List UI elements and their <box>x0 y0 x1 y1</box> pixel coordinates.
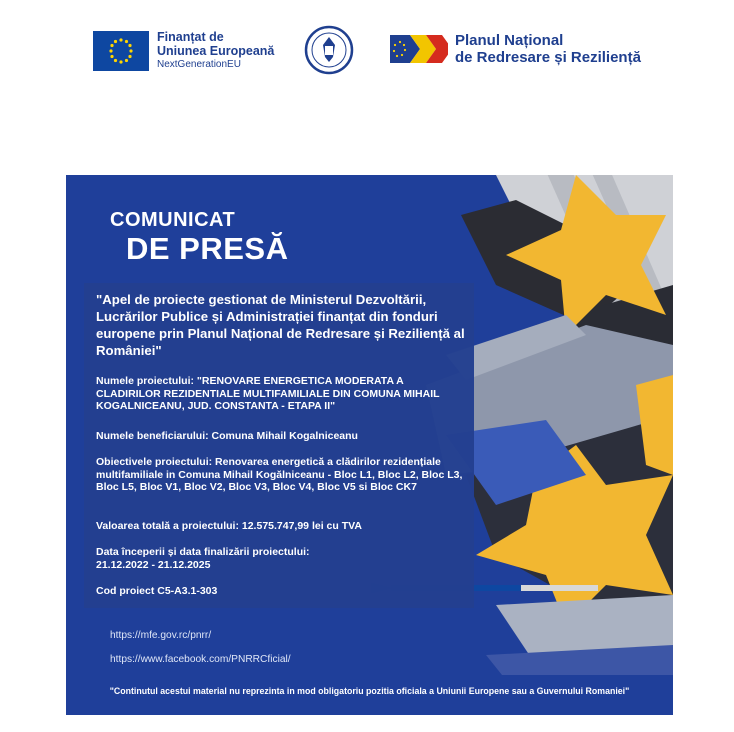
eu-line-3: NextGenerationEU <box>157 59 241 70</box>
title-line-2: DE PRESĂ <box>126 231 289 266</box>
pnrr-logo-icon <box>388 31 448 67</box>
pnrr-line-1: Planul Național <box>455 32 564 49</box>
project-code: Cod proiect C5-A3.1-303 <box>96 585 218 597</box>
header <box>0 0 734 110</box>
title-line-1: COMUNICAT <box>110 209 236 231</box>
press-release-panel <box>66 175 673 715</box>
pnrr-label <box>455 32 641 66</box>
eu-line-2: Uniunea Europeană <box>157 44 275 58</box>
project-name: Numele proiectului: "RENOVARE ENERGETICA MODERATA A CLADIRILOR REZIDENTIALE MULTIFAMILIALE DIN COMUNA MIHAIL KOGALNICEANU, JUD. CONSTANTA - ETAPA II" <box>96 375 440 412</box>
disclaimer: "Continutul acestui material nu reprezinta in mod obligatoriu pozitia oficiala a Uniunii Europene sau a Guvernului Romaniei" <box>109 686 630 696</box>
eu-flag-icon <box>93 31 149 71</box>
call-description: "Apel de proiecte gestionat de Ministerul Dezvoltării, Lucrărilor Publice și Administrației finanțat din fonduri europene prin Planul Național de Redresare și Reziliență al României" <box>96 292 465 358</box>
beneficiary-name: Numele beneficiarului: Comuna Mihail Kogalniceanu <box>96 430 358 442</box>
project-value: Valoarea totală a proiectului: 12.575.747,99 lei cu TVA <box>96 520 362 532</box>
eu-funding-label <box>157 30 274 72</box>
pnrr-line-2: de Redresare și Reziliență <box>455 49 641 66</box>
government-seal-icon <box>304 25 354 75</box>
project-objectives: Obiectivele proiectului: Renovarea energetică a clădirilor rezidențiale multifamiliale in Comuna Mihail Kogălniceanu - Bloc L1, Bloc L2, Bloc L3, Bloc L5, Bloc V1, Bloc V2, Bloc V3, Bloc V4, Bloc V5 si Bloc CK7 <box>96 456 463 493</box>
project-dates: Data începerii și data finalizării proiectului: 21.12.2022 - 21.12.2025 <box>96 546 310 571</box>
pnrr-website-link[interactable]: https://mfe.gov.rc/pnrr/ <box>110 630 212 641</box>
facebook-link[interactable]: https://www.facebook.com/PNRRCficial/ <box>110 654 291 665</box>
eu-line-1: Finanțat de <box>157 30 224 44</box>
